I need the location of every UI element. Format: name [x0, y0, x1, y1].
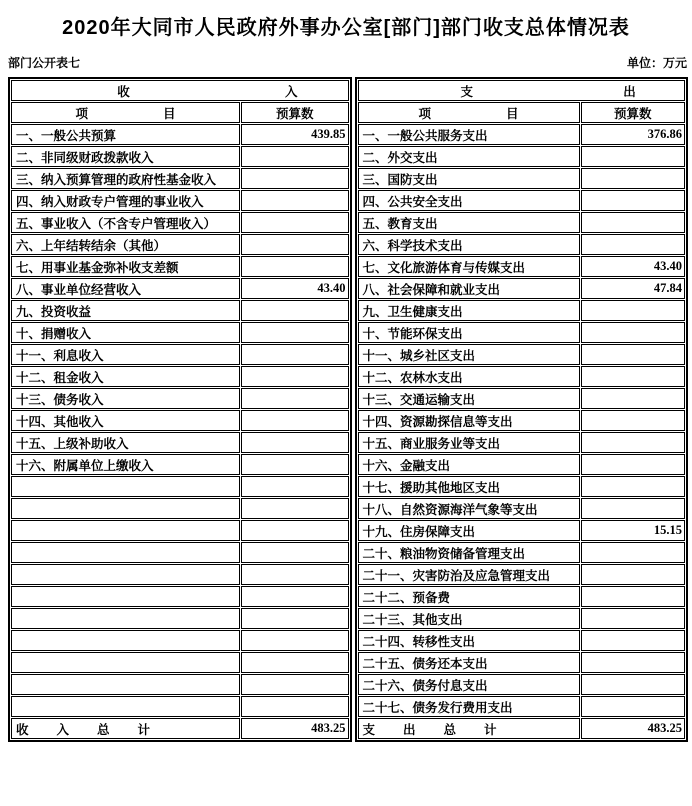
- expense-row-label: 二十四、转移性支出: [358, 630, 580, 651]
- income-row-value: [241, 256, 349, 277]
- income-row-label: [11, 674, 240, 695]
- expense-row-value: [581, 322, 686, 343]
- expense-row-label: 二、外交支出: [358, 146, 580, 167]
- income-row-label: 十五、上级补助收入: [11, 432, 240, 453]
- expense-row-label: 十三、交通运输支出: [358, 388, 580, 409]
- expense-table: [355, 77, 689, 742]
- expense-row-label: 十六、金融支出: [358, 454, 580, 475]
- expense-row: [358, 520, 686, 541]
- expense-row-value: 376.86: [581, 124, 686, 145]
- expense-row: [358, 410, 686, 431]
- income-row-value: 43.40: [241, 278, 349, 299]
- income-row-label: [11, 520, 240, 541]
- expense-row: [358, 476, 686, 497]
- expense-row: [358, 696, 686, 717]
- expense-row-value: [581, 234, 686, 255]
- income-row: [11, 190, 349, 211]
- income-row-label: 十三、债务收入: [11, 388, 240, 409]
- expense-row-value: [581, 146, 686, 167]
- expense-row-value: 15.15: [581, 520, 686, 541]
- expense-row: [358, 234, 686, 255]
- income-row-label: 三、纳入预算管理的政府性基金收入: [11, 168, 240, 189]
- expense-row: [358, 212, 686, 233]
- expense-row-value: [581, 608, 686, 629]
- income-row: [11, 344, 349, 365]
- expense-row-value: [581, 476, 686, 497]
- income-row: [11, 322, 349, 343]
- income-row: [11, 498, 349, 519]
- expense-row: [358, 256, 686, 277]
- income-row-label: 五、事业收入（不含专户管理收入）: [11, 212, 240, 233]
- income-row: [11, 454, 349, 475]
- expense-row-label: 十四、资源勘探信息等支出: [358, 410, 580, 431]
- expense-row-value: [581, 300, 686, 321]
- expense-row: [358, 498, 686, 519]
- expense-row-value: [581, 498, 686, 519]
- expense-section-char-left: 支: [460, 84, 473, 99]
- income-row-label: [11, 608, 240, 629]
- income-row: [11, 586, 349, 607]
- income-row: [11, 608, 349, 629]
- expense-row-label: 二十五、债务还本支出: [358, 652, 580, 673]
- income-row-value: [241, 454, 349, 475]
- expense-row-value: [581, 542, 686, 563]
- expense-row: [358, 586, 686, 607]
- income-row-label: [11, 696, 240, 717]
- income-row-value: [241, 322, 349, 343]
- income-section-header: [11, 80, 349, 101]
- income-row-label: [11, 630, 240, 651]
- expense-row-value: [581, 696, 686, 717]
- income-row: [11, 542, 349, 563]
- expense-row-value: [581, 674, 686, 695]
- expense-row: [358, 322, 686, 343]
- expense-row: [358, 344, 686, 365]
- income-row-value: [241, 542, 349, 563]
- expense-row: [358, 366, 686, 387]
- income-row: [11, 146, 349, 167]
- income-row-value: [241, 366, 349, 387]
- income-row: [11, 696, 349, 717]
- expense-row-label: 十、节能环保支出: [358, 322, 580, 343]
- expense-row-label: 七、文化旅游体育与传媒支出: [358, 256, 580, 277]
- expense-row-value: [581, 652, 686, 673]
- expense-row-label: 一、一般公共服务支出: [358, 124, 580, 145]
- income-row: [11, 388, 349, 409]
- income-row: [11, 300, 349, 321]
- income-row-value: [241, 520, 349, 541]
- income-row-label: [11, 564, 240, 585]
- income-total-value: 483.25: [241, 718, 349, 739]
- income-table: [8, 77, 352, 742]
- expense-row: [358, 454, 686, 475]
- income-row-label: 十四、其他收入: [11, 410, 240, 431]
- expense-row: [358, 564, 686, 585]
- income-row: [11, 520, 349, 541]
- expense-row-value: [581, 344, 686, 365]
- expense-total-row: [358, 718, 686, 739]
- expense-budget-column-header: 预算数: [581, 102, 686, 123]
- income-row-value: [241, 410, 349, 431]
- income-section-char-right: 入: [285, 84, 298, 99]
- expense-row: [358, 432, 686, 453]
- income-row: [11, 630, 349, 651]
- income-row: [11, 410, 349, 431]
- income-row-value: [241, 388, 349, 409]
- income-row: [11, 476, 349, 497]
- expense-row-label: 六、科学技术支出: [358, 234, 580, 255]
- income-total-label: 收 入 总 计: [11, 718, 240, 739]
- expense-row: [358, 674, 686, 695]
- income-row-value: [241, 344, 349, 365]
- income-budget-column-header: 预算数: [241, 102, 349, 123]
- income-row-value: [241, 234, 349, 255]
- income-row: [11, 366, 349, 387]
- income-row-label: 一、一般公共预算: [11, 124, 240, 145]
- expense-item-column-header: 项 目: [358, 102, 580, 123]
- income-row-label: 八、事业单位经营收入: [11, 278, 240, 299]
- income-row-value: [241, 608, 349, 629]
- expense-row: [358, 652, 686, 673]
- expense-row-label: 二十三、其他支出: [358, 608, 580, 629]
- income-row-value: [241, 586, 349, 607]
- income-row-value: [241, 674, 349, 695]
- expense-row-label: 四、公共安全支出: [358, 190, 580, 211]
- income-row-label: [11, 652, 240, 673]
- income-row-value: [241, 432, 349, 453]
- income-row-value: [241, 300, 349, 321]
- income-row-value: [241, 476, 349, 497]
- meta-row: [8, 54, 687, 71]
- expense-row-label: 十五、商业服务业等支出: [358, 432, 580, 453]
- expense-row-value: [581, 586, 686, 607]
- expense-row-label: 二十、粮油物资储备管理支出: [358, 542, 580, 563]
- expense-row-value: [581, 454, 686, 475]
- expense-column-header-row: [358, 102, 686, 123]
- expense-total-value: 483.25: [581, 718, 686, 739]
- table-label: 部门公开表七: [8, 56, 81, 70]
- income-row-label: 六、上年结转结余（其他）: [11, 234, 240, 255]
- income-section-header-row: [11, 80, 349, 101]
- expense-row-value: 47.84: [581, 278, 686, 299]
- expense-row-label: 九、卫生健康支出: [358, 300, 580, 321]
- income-column-header-row: [11, 102, 349, 123]
- expense-row-value: [581, 432, 686, 453]
- income-row-label: [11, 586, 240, 607]
- expense-row-value: [581, 168, 686, 189]
- expense-row-label: 二十七、债务发行费用支出: [358, 696, 580, 717]
- income-row-value: [241, 564, 349, 585]
- income-row-value: 439.85: [241, 124, 349, 145]
- expense-row-label: 二十二、预备费: [358, 586, 580, 607]
- income-row: [11, 234, 349, 255]
- income-row: [11, 212, 349, 233]
- expense-row-value: [581, 190, 686, 211]
- income-row-value: [241, 696, 349, 717]
- income-row-label: [11, 476, 240, 497]
- expense-row-label: 二十一、灾害防治及应急管理支出: [358, 564, 580, 585]
- income-body: [11, 124, 349, 717]
- expense-row-value: [581, 388, 686, 409]
- income-row-value: [241, 190, 349, 211]
- income-section-char-left: 收: [117, 84, 130, 99]
- income-row-value: [241, 168, 349, 189]
- expense-row: [358, 278, 686, 299]
- income-row-value: [241, 630, 349, 651]
- expense-row-label: 十七、援助其他地区支出: [358, 476, 580, 497]
- income-row: [11, 674, 349, 695]
- income-row-label: 十一、利息收入: [11, 344, 240, 365]
- expense-row: [358, 124, 686, 145]
- expense-row: [358, 388, 686, 409]
- unit-label: 单位：万元: [626, 56, 687, 70]
- expense-row-label: 十一、城乡社区支出: [358, 344, 580, 365]
- expense-row-value: [581, 366, 686, 387]
- expense-row: [358, 542, 686, 563]
- expense-row-value: 43.40: [581, 256, 686, 277]
- expense-row-label: 三、国防支出: [358, 168, 580, 189]
- income-row: [11, 432, 349, 453]
- page-title: 2020年大同市人民政府外事办公室[部门]部门收支总体情况表: [62, 17, 630, 39]
- expense-section-header: [358, 80, 686, 101]
- budget-tables: [8, 77, 688, 742]
- expense-body: [358, 124, 686, 717]
- income-row-label: 二、非同级财政拨款收入: [11, 146, 240, 167]
- expense-row-label: 十八、自然资源海洋气象等支出: [358, 498, 580, 519]
- expense-total-label: 支 出 总 计: [358, 718, 580, 739]
- income-row-label: [11, 542, 240, 563]
- income-row-label: 七、用事业基金弥补收支差额: [11, 256, 240, 277]
- income-item-column-header: 项 目: [11, 102, 240, 123]
- expense-section-header-row: [358, 80, 686, 101]
- expense-row-value: [581, 630, 686, 651]
- income-row: [11, 564, 349, 585]
- expense-row-label: 八、社会保障和就业支出: [358, 278, 580, 299]
- expense-row-label: 十九、住房保障支出: [358, 520, 580, 541]
- expense-row: [358, 190, 686, 211]
- expense-row: [358, 168, 686, 189]
- expense-row: [358, 630, 686, 651]
- income-total-row: [11, 718, 349, 739]
- income-row-value: [241, 146, 349, 167]
- expense-row: [358, 608, 686, 629]
- income-row-value: [241, 212, 349, 233]
- income-row-value: [241, 498, 349, 519]
- income-row: [11, 256, 349, 277]
- income-row: [11, 652, 349, 673]
- income-row-value: [241, 652, 349, 673]
- income-row-label: [11, 498, 240, 519]
- expense-row-value: [581, 212, 686, 233]
- expense-row-label: 二十六、债务付息支出: [358, 674, 580, 695]
- income-row-label: 十二、租金收入: [11, 366, 240, 387]
- income-row: [11, 278, 349, 299]
- income-row-label: 十、捐赠收入: [11, 322, 240, 343]
- income-row: [11, 168, 349, 189]
- expense-row-value: [581, 410, 686, 431]
- expense-row-label: 十二、农林水支出: [358, 366, 580, 387]
- income-row-label: 九、投资收益: [11, 300, 240, 321]
- expense-section-char-right: 出: [623, 84, 636, 99]
- income-row-label: 十六、附属单位上缴收入: [11, 454, 240, 475]
- expense-row: [358, 146, 686, 167]
- income-row-label: 四、纳入财政专户管理的事业收入: [11, 190, 240, 211]
- expense-row-label: 五、教育支出: [358, 212, 580, 233]
- expense-row-value: [581, 564, 686, 585]
- expense-row: [358, 300, 686, 321]
- income-row: [11, 124, 349, 145]
